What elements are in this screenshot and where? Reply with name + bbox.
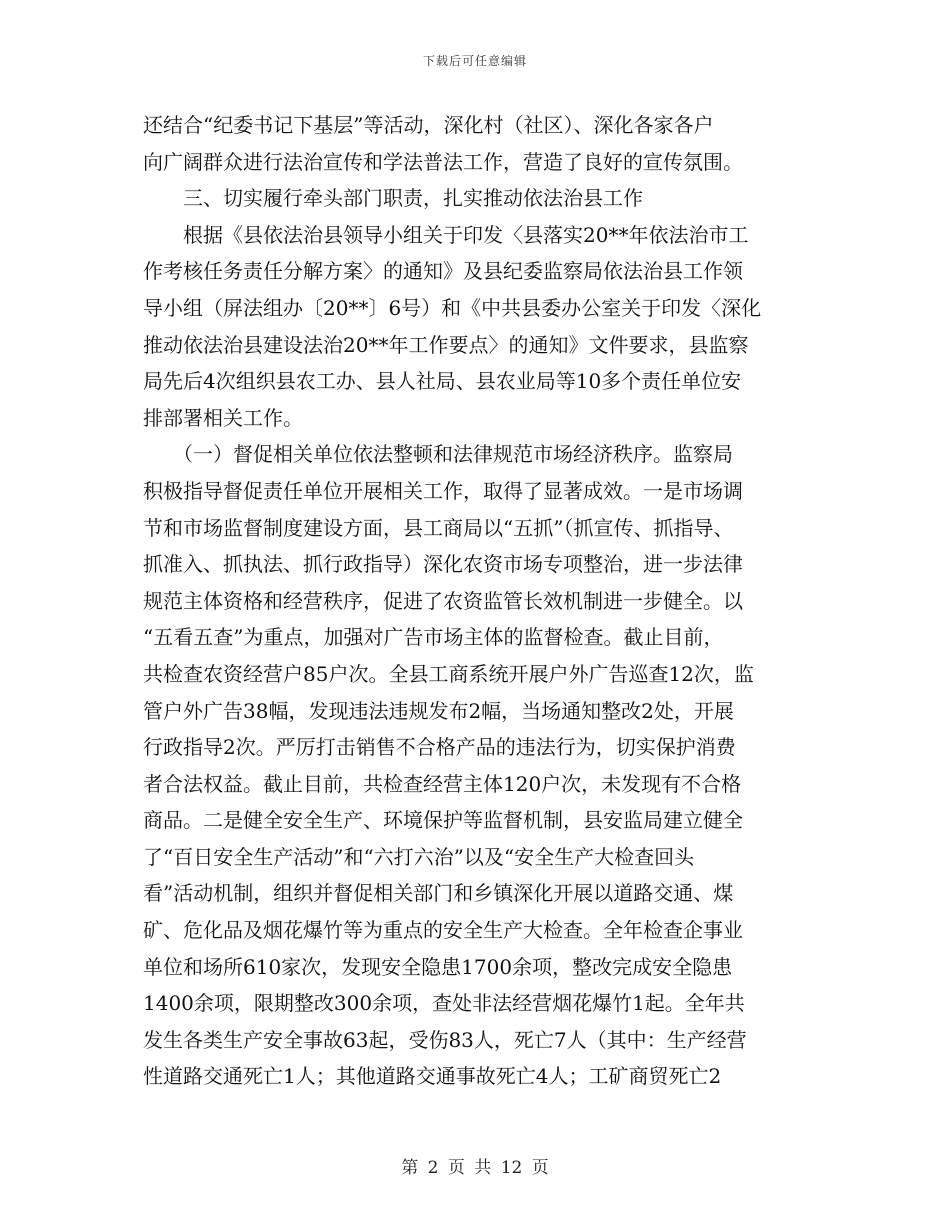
- text-line: 发生各类生产安全事故63起，受伤83人，死亡7人（其中：生产经营: [143, 1027, 747, 1052]
- text-line: 排部署相关工作。: [143, 405, 303, 430]
- page-number-footer: 第 2 页 共 12 页: [401, 1158, 549, 1178]
- text-line: 性道路交通死亡1人；其他道路交通事故死亡4人；工矿商贸死亡2: [143, 1064, 722, 1089]
- text-line: 看”活动机制，组织并督促相关部门和乡镇深化开展以道路交通、煤: [143, 881, 734, 906]
- text-line: 推动依法治县建设法治20**年工作要点〉的通知》文件要求，县监察: [143, 332, 749, 357]
- document-body: [143, 107, 815, 1095]
- text-line: 局先后4次组织县农工办、县人社局、县农业局等10多个责任单位安: [143, 369, 742, 394]
- text-line: 了“百日安全生产活动”和“六打六治”以及“安全生产大检查回头: [143, 844, 695, 869]
- text-line: 者合法权益。截止目前，共检查经营主体120户次，未发现有不合格: [143, 771, 742, 796]
- text-line: “五看五查”为重点，加强对广告市场主体的监督检查。截止目前，: [143, 625, 724, 650]
- text-line: 管户外广告38幅，发现违法违规发布2幅，当场通知整改2处，开展: [143, 698, 734, 723]
- text-line: 单位和场所610家次，发现安全隐患1700余项，整改完成安全隐患: [143, 954, 733, 979]
- text-line: 节和市场监督制度建设方面，县工商局以“五抓”（抓宣传、抓指导、: [143, 515, 734, 540]
- text-line: 向广阔群众进行法治宣传和学法普法工作，营造了良好的宣传氛围。: [143, 149, 743, 174]
- text-line: 导小组（屏法组办〔20**〕6号）和《中共县委办公室关于印发〈深化: [143, 295, 762, 320]
- text-line: 行政指导2次。严厉打击销售不合格产品的违法行为，切实保护消费: [143, 735, 736, 760]
- text-line: 作考核任务责任分解方案〉的通知》及县纪委监察局依法治县工作领: [143, 259, 743, 284]
- text-line: 根据《县依法治县领导小组关于印发〈县落实20**年依法治市工: [143, 222, 749, 247]
- text-line: 三、切实履行牵头部门职责，扎实推动依法治县工作: [143, 186, 643, 211]
- text-line: 抓准入、抓执法、抓行政指导）深化农资市场专项整治，进一步法律: [143, 552, 743, 577]
- text-line: 还结合“纪委书记下基层”等活动，深化村（社区）、深化各家各户: [143, 113, 714, 137]
- text-line: 共检查农资经营户85户次。全县工商系统开展户外广告巡查12次，监: [143, 661, 754, 686]
- text-line: （一）督促相关单位依法整顿和法律规范市场经济秩序。监察局: [143, 442, 733, 467]
- text-line: 矿、危化品及烟花爆竹等为重点的安全生产大检查。全年检查企事业: [143, 918, 743, 943]
- text-line: 规范主体资格和经营秩序，促进了农资监管长效机制进一步健全。以: [143, 588, 743, 613]
- text-line: 商品。二是健全安全生产、环境保护等监督机制，县安监局建立健全: [143, 808, 743, 833]
- text-line: 1400余项，限期整改300余项，查处非法经营烟花爆竹1起。全年共: [143, 991, 745, 1016]
- page-header: 下载后可任意编辑: [422, 54, 527, 68]
- text-line: 积极指导督促责任单位开展相关工作，取得了显著成效。一是市场调: [143, 478, 743, 503]
